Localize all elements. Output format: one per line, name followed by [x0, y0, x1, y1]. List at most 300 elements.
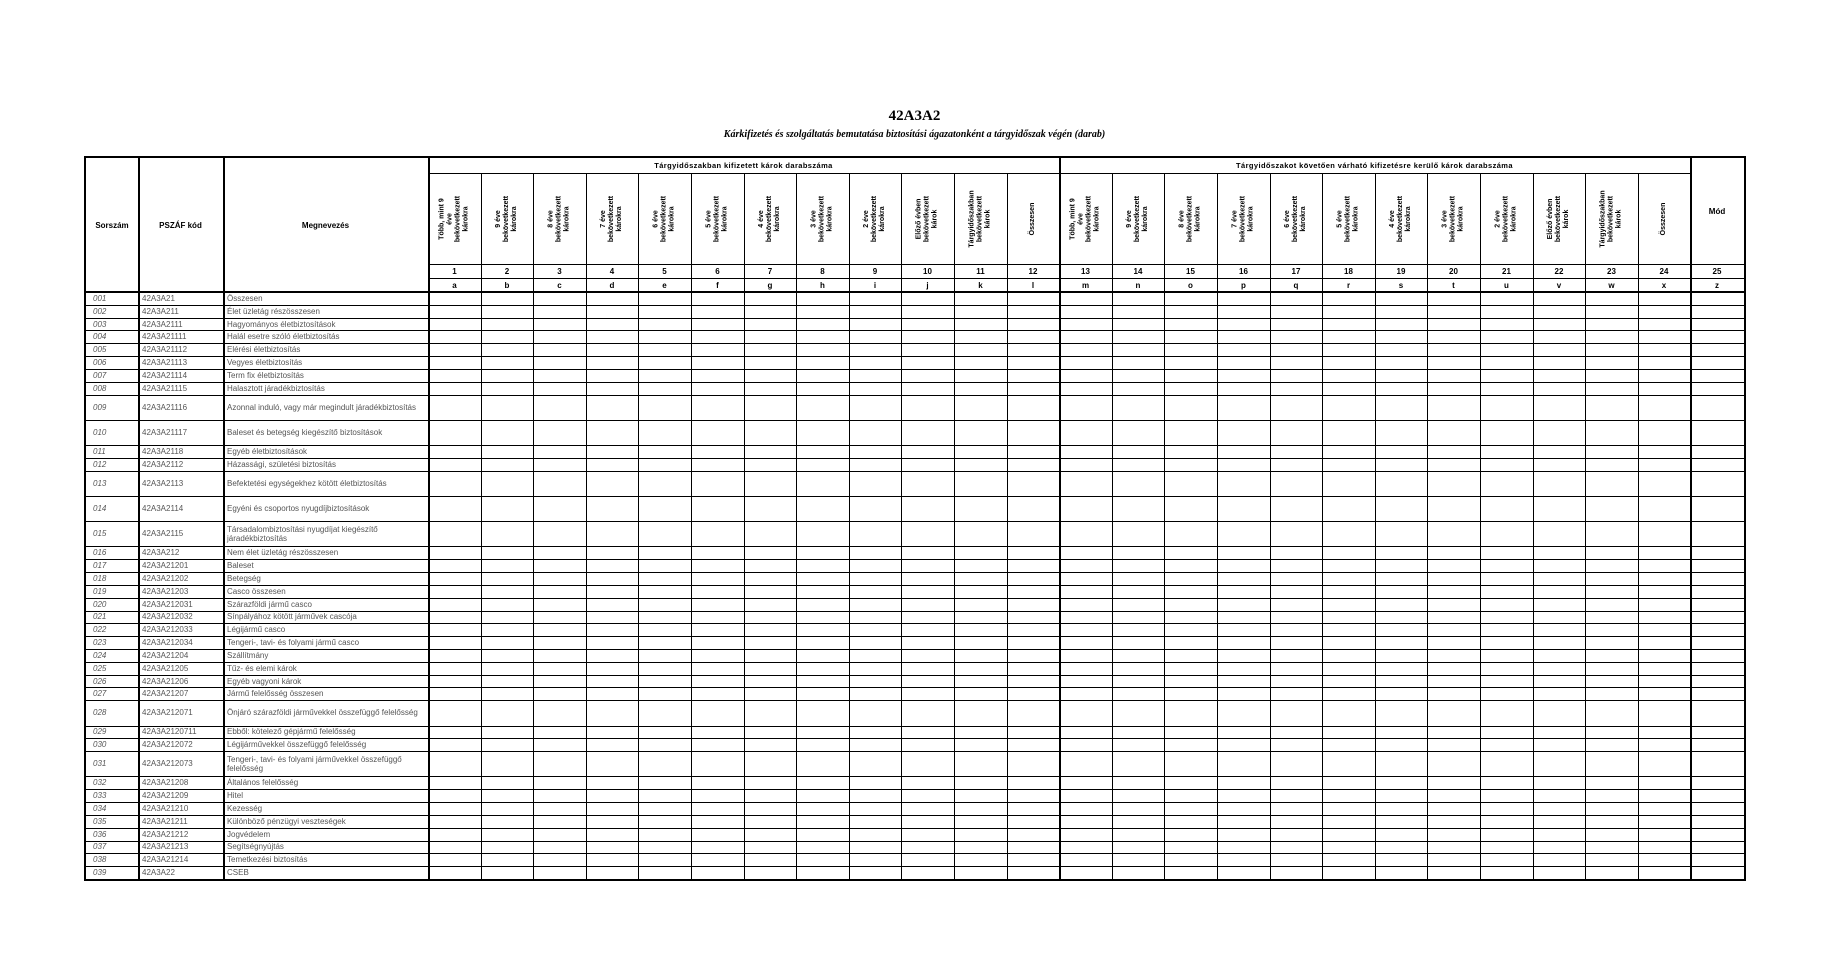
data-cell[interactable] [1008, 637, 1059, 649]
data-cell[interactable] [1481, 842, 1533, 854]
data-cell[interactable] [692, 624, 744, 636]
data-cell[interactable] [1113, 586, 1164, 598]
data-cell[interactable] [955, 701, 1007, 725]
data-cell[interactable] [1586, 421, 1638, 445]
data-cell[interactable] [639, 842, 691, 854]
data-cell[interactable] [1060, 612, 1112, 624]
data-cell[interactable] [1376, 547, 1427, 559]
data-cell[interactable] [429, 370, 481, 382]
data-cell[interactable] [1534, 370, 1585, 382]
data-cell[interactable] [639, 357, 691, 369]
data-cell[interactable] [1691, 522, 1744, 546]
data-cell[interactable] [534, 727, 586, 739]
data-cell[interactable] [482, 370, 533, 382]
data-cell[interactable] [850, 867, 901, 879]
data-cell[interactable] [482, 306, 533, 318]
data-cell[interactable] [1113, 306, 1164, 318]
data-cell[interactable] [534, 612, 586, 624]
data-cell[interactable] [1060, 650, 1112, 662]
data-cell[interactable] [797, 829, 849, 841]
data-cell[interactable] [1481, 344, 1533, 356]
data-cell[interactable] [1008, 676, 1059, 688]
data-cell[interactable] [692, 357, 744, 369]
data-cell[interactable] [902, 306, 954, 318]
data-cell[interactable] [1323, 701, 1375, 725]
data-cell[interactable] [1534, 612, 1585, 624]
data-cell[interactable] [1113, 701, 1164, 725]
data-cell[interactable] [639, 331, 691, 343]
data-cell[interactable] [1271, 739, 1322, 751]
data-cell[interactable] [745, 777, 796, 789]
data-cell[interactable] [902, 344, 954, 356]
data-cell[interactable] [1165, 547, 1217, 559]
data-cell[interactable] [1481, 663, 1533, 675]
data-cell[interactable] [587, 573, 638, 585]
data-cell[interactable] [850, 370, 901, 382]
data-cell[interactable] [850, 676, 901, 688]
data-cell[interactable] [429, 842, 481, 854]
data-cell[interactable] [482, 547, 533, 559]
data-cell[interactable] [482, 396, 533, 420]
data-cell[interactable] [1165, 599, 1217, 611]
data-cell[interactable] [1165, 396, 1217, 420]
data-cell[interactable] [902, 816, 954, 828]
data-cell[interactable] [1165, 663, 1217, 675]
data-cell[interactable] [1691, 790, 1744, 802]
data-cell[interactable] [429, 522, 481, 546]
data-cell[interactable] [692, 599, 744, 611]
data-cell[interactable] [1165, 357, 1217, 369]
data-cell[interactable] [1534, 688, 1585, 700]
data-cell[interactable] [534, 472, 586, 496]
data-cell[interactable] [1534, 547, 1585, 559]
data-cell[interactable] [692, 293, 744, 305]
data-cell[interactable] [797, 497, 849, 521]
data-cell[interactable] [692, 586, 744, 598]
data-cell[interactable] [1376, 803, 1427, 815]
data-cell[interactable] [1428, 867, 1480, 879]
data-cell[interactable] [797, 459, 849, 471]
data-cell[interactable] [955, 803, 1007, 815]
data-cell[interactable] [1586, 586, 1638, 598]
data-cell[interactable] [1586, 829, 1638, 841]
data-cell[interactable] [1481, 357, 1533, 369]
data-cell[interactable] [639, 306, 691, 318]
data-cell[interactable] [1060, 446, 1112, 458]
data-cell[interactable] [429, 727, 481, 739]
data-cell[interactable] [745, 331, 796, 343]
data-cell[interactable] [850, 446, 901, 458]
data-cell[interactable] [797, 701, 849, 725]
data-cell[interactable] [955, 344, 1007, 356]
data-cell[interactable] [902, 676, 954, 688]
data-cell[interactable] [797, 560, 849, 572]
data-cell[interactable] [482, 293, 533, 305]
data-cell[interactable] [1060, 293, 1112, 305]
data-cell[interactable] [1113, 777, 1164, 789]
data-cell[interactable] [1691, 446, 1744, 458]
data-cell[interactable] [1534, 319, 1585, 331]
data-cell[interactable] [1481, 497, 1533, 521]
data-cell[interactable] [692, 676, 744, 688]
data-cell[interactable] [1481, 306, 1533, 318]
data-cell[interactable] [429, 421, 481, 445]
data-cell[interactable] [797, 522, 849, 546]
data-cell[interactable] [1691, 752, 1744, 776]
data-cell[interactable] [482, 688, 533, 700]
data-cell[interactable] [1218, 357, 1270, 369]
data-cell[interactable] [692, 854, 744, 866]
data-cell[interactable] [534, 829, 586, 841]
data-cell[interactable] [1218, 688, 1270, 700]
data-cell[interactable] [902, 842, 954, 854]
data-cell[interactable] [745, 497, 796, 521]
data-cell[interactable] [1376, 650, 1427, 662]
data-cell[interactable] [1218, 560, 1270, 572]
data-cell[interactable] [429, 547, 481, 559]
data-cell[interactable] [1534, 867, 1585, 879]
data-cell[interactable] [1165, 637, 1217, 649]
data-cell[interactable] [1586, 459, 1638, 471]
data-cell[interactable] [534, 701, 586, 725]
data-cell[interactable] [1060, 383, 1112, 395]
data-cell[interactable] [692, 816, 744, 828]
data-cell[interactable] [1008, 344, 1059, 356]
data-cell[interactable] [482, 752, 533, 776]
data-cell[interactable] [1218, 344, 1270, 356]
data-cell[interactable] [1165, 790, 1217, 802]
data-cell[interactable] [1691, 842, 1744, 854]
data-cell[interactable] [1691, 293, 1744, 305]
data-cell[interactable] [1113, 293, 1164, 305]
data-cell[interactable] [639, 752, 691, 776]
data-cell[interactable] [1639, 472, 1690, 496]
data-cell[interactable] [1165, 586, 1217, 598]
data-cell[interactable] [482, 612, 533, 624]
data-cell[interactable] [902, 472, 954, 496]
data-cell[interactable] [1323, 459, 1375, 471]
data-cell[interactable] [955, 560, 1007, 572]
data-cell[interactable] [1271, 599, 1322, 611]
data-cell[interactable] [482, 357, 533, 369]
data-cell[interactable] [1008, 867, 1059, 879]
data-cell[interactable] [850, 497, 901, 521]
data-cell[interactable] [1586, 522, 1638, 546]
data-cell[interactable] [1639, 599, 1690, 611]
data-cell[interactable] [1060, 854, 1112, 866]
data-cell[interactable] [692, 370, 744, 382]
data-cell[interactable] [1113, 663, 1164, 675]
data-cell[interactable] [1060, 344, 1112, 356]
data-cell[interactable] [1376, 573, 1427, 585]
data-cell[interactable] [1376, 624, 1427, 636]
data-cell[interactable] [1323, 522, 1375, 546]
data-cell[interactable] [745, 586, 796, 598]
data-cell[interactable] [429, 688, 481, 700]
data-cell[interactable] [1060, 370, 1112, 382]
data-cell[interactable] [534, 421, 586, 445]
data-cell[interactable] [745, 803, 796, 815]
data-cell[interactable] [1218, 586, 1270, 598]
data-cell[interactable] [1165, 560, 1217, 572]
data-cell[interactable] [1691, 637, 1744, 649]
data-cell[interactable] [1376, 816, 1427, 828]
data-cell[interactable] [1323, 727, 1375, 739]
data-cell[interactable] [692, 573, 744, 585]
data-cell[interactable] [1271, 421, 1322, 445]
data-cell[interactable] [1008, 306, 1059, 318]
data-cell[interactable] [1586, 854, 1638, 866]
data-cell[interactable] [639, 739, 691, 751]
data-cell[interactable] [429, 560, 481, 572]
data-cell[interactable] [1586, 293, 1638, 305]
data-cell[interactable] [1165, 370, 1217, 382]
data-cell[interactable] [1113, 803, 1164, 815]
data-cell[interactable] [429, 383, 481, 395]
data-cell[interactable] [797, 842, 849, 854]
data-cell[interactable] [1165, 854, 1217, 866]
data-cell[interactable] [1586, 560, 1638, 572]
data-cell[interactable] [482, 663, 533, 675]
data-cell[interactable] [745, 547, 796, 559]
data-cell[interactable] [745, 293, 796, 305]
data-cell[interactable] [1481, 803, 1533, 815]
data-cell[interactable] [745, 560, 796, 572]
data-cell[interactable] [1113, 497, 1164, 521]
data-cell[interactable] [1691, 383, 1744, 395]
data-cell[interactable] [1271, 319, 1322, 331]
data-cell[interactable] [1218, 497, 1270, 521]
data-cell[interactable] [1639, 293, 1690, 305]
data-cell[interactable] [1481, 752, 1533, 776]
data-cell[interactable] [1271, 701, 1322, 725]
data-cell[interactable] [1008, 688, 1059, 700]
data-cell[interactable] [1534, 701, 1585, 725]
data-cell[interactable] [1376, 344, 1427, 356]
data-cell[interactable] [745, 370, 796, 382]
data-cell[interactable] [1586, 599, 1638, 611]
data-cell[interactable] [482, 497, 533, 521]
data-cell[interactable] [587, 612, 638, 624]
data-cell[interactable] [1586, 331, 1638, 343]
data-cell[interactable] [1060, 867, 1112, 879]
data-cell[interactable] [1008, 472, 1059, 496]
data-cell[interactable] [1060, 319, 1112, 331]
data-cell[interactable] [1534, 752, 1585, 776]
data-cell[interactable] [1008, 854, 1059, 866]
data-cell[interactable] [1060, 586, 1112, 598]
data-cell[interactable] [745, 472, 796, 496]
data-cell[interactable] [1113, 319, 1164, 331]
data-cell[interactable] [1534, 306, 1585, 318]
data-cell[interactable] [1691, 829, 1744, 841]
data-cell[interactable] [745, 739, 796, 751]
data-cell[interactable] [1428, 497, 1480, 521]
data-cell[interactable] [797, 612, 849, 624]
data-cell[interactable] [534, 854, 586, 866]
data-cell[interactable] [1376, 396, 1427, 420]
data-cell[interactable] [1113, 790, 1164, 802]
data-cell[interactable] [797, 816, 849, 828]
data-cell[interactable] [850, 854, 901, 866]
data-cell[interactable] [1113, 383, 1164, 395]
data-cell[interactable] [1534, 842, 1585, 854]
data-cell[interactable] [639, 803, 691, 815]
data-cell[interactable] [1586, 357, 1638, 369]
data-cell[interactable] [1271, 663, 1322, 675]
data-cell[interactable] [692, 383, 744, 395]
data-cell[interactable] [482, 637, 533, 649]
data-cell[interactable] [1271, 829, 1322, 841]
data-cell[interactable] [639, 650, 691, 662]
data-cell[interactable] [1008, 522, 1059, 546]
data-cell[interactable] [850, 586, 901, 598]
data-cell[interactable] [1376, 663, 1427, 675]
data-cell[interactable] [1586, 777, 1638, 789]
data-cell[interactable] [1008, 497, 1059, 521]
data-cell[interactable] [1639, 421, 1690, 445]
data-cell[interactable] [1008, 573, 1059, 585]
data-cell[interactable] [1639, 727, 1690, 739]
data-cell[interactable] [1481, 459, 1533, 471]
data-cell[interactable] [587, 739, 638, 751]
data-cell[interactable] [1008, 739, 1059, 751]
data-cell[interactable] [1376, 421, 1427, 445]
data-cell[interactable] [1218, 854, 1270, 866]
data-cell[interactable] [745, 650, 796, 662]
data-cell[interactable] [1586, 637, 1638, 649]
data-cell[interactable] [639, 522, 691, 546]
data-cell[interactable] [1691, 472, 1744, 496]
data-cell[interactable] [902, 573, 954, 585]
data-cell[interactable] [1323, 497, 1375, 521]
data-cell[interactable] [1060, 497, 1112, 521]
data-cell[interactable] [1376, 560, 1427, 572]
data-cell[interactable] [1481, 319, 1533, 331]
data-cell[interactable] [429, 472, 481, 496]
data-cell[interactable] [1534, 331, 1585, 343]
data-cell[interactable] [1323, 816, 1375, 828]
data-cell[interactable] [1428, 816, 1480, 828]
data-cell[interactable] [482, 650, 533, 662]
data-cell[interactable] [1113, 829, 1164, 841]
data-cell[interactable] [1008, 816, 1059, 828]
data-cell[interactable] [1428, 739, 1480, 751]
data-cell[interactable] [1586, 319, 1638, 331]
data-cell[interactable] [902, 612, 954, 624]
data-cell[interactable] [1534, 383, 1585, 395]
data-cell[interactable] [1639, 842, 1690, 854]
data-cell[interactable] [587, 842, 638, 854]
data-cell[interactable] [1113, 688, 1164, 700]
data-cell[interactable] [1586, 472, 1638, 496]
data-cell[interactable] [1008, 331, 1059, 343]
data-cell[interactable] [1008, 599, 1059, 611]
data-cell[interactable] [745, 344, 796, 356]
data-cell[interactable] [482, 816, 533, 828]
data-cell[interactable] [955, 472, 1007, 496]
data-cell[interactable] [534, 344, 586, 356]
data-cell[interactable] [587, 790, 638, 802]
data-cell[interactable] [534, 459, 586, 471]
data-cell[interactable] [1691, 497, 1744, 521]
data-cell[interactable] [955, 624, 1007, 636]
data-cell[interactable] [1481, 293, 1533, 305]
data-cell[interactable] [482, 599, 533, 611]
data-cell[interactable] [1113, 459, 1164, 471]
data-cell[interactable] [1323, 357, 1375, 369]
data-cell[interactable] [1376, 842, 1427, 854]
data-cell[interactable] [1586, 816, 1638, 828]
data-cell[interactable] [1691, 319, 1744, 331]
data-cell[interactable] [955, 396, 1007, 420]
data-cell[interactable] [850, 752, 901, 776]
data-cell[interactable] [1586, 676, 1638, 688]
data-cell[interactable] [1218, 319, 1270, 331]
data-cell[interactable] [1481, 586, 1533, 598]
data-cell[interactable] [1639, 777, 1690, 789]
data-cell[interactable] [1691, 357, 1744, 369]
data-cell[interactable] [1428, 752, 1480, 776]
data-cell[interactable] [1376, 383, 1427, 395]
data-cell[interactable] [534, 842, 586, 854]
data-cell[interactable] [1691, 777, 1744, 789]
data-cell[interactable] [955, 293, 1007, 305]
data-cell[interactable] [692, 650, 744, 662]
data-cell[interactable] [1376, 293, 1427, 305]
data-cell[interactable] [1428, 624, 1480, 636]
data-cell[interactable] [534, 688, 586, 700]
data-cell[interactable] [692, 344, 744, 356]
data-cell[interactable] [1165, 344, 1217, 356]
data-cell[interactable] [429, 446, 481, 458]
data-cell[interactable] [482, 727, 533, 739]
data-cell[interactable] [902, 357, 954, 369]
data-cell[interactable] [1376, 612, 1427, 624]
data-cell[interactable] [1271, 842, 1322, 854]
data-cell[interactable] [745, 599, 796, 611]
data-cell[interactable] [587, 446, 638, 458]
data-cell[interactable] [1165, 867, 1217, 879]
data-cell[interactable] [534, 319, 586, 331]
data-cell[interactable] [745, 676, 796, 688]
data-cell[interactable] [1534, 816, 1585, 828]
data-cell[interactable] [850, 816, 901, 828]
data-cell[interactable] [1008, 560, 1059, 572]
data-cell[interactable] [482, 854, 533, 866]
data-cell[interactable] [902, 421, 954, 445]
data-cell[interactable] [429, 331, 481, 343]
data-cell[interactable] [1271, 396, 1322, 420]
data-cell[interactable] [745, 688, 796, 700]
data-cell[interactable] [1113, 331, 1164, 343]
data-cell[interactable] [1428, 637, 1480, 649]
data-cell[interactable] [1165, 612, 1217, 624]
data-cell[interactable] [1113, 624, 1164, 636]
data-cell[interactable] [1428, 293, 1480, 305]
data-cell[interactable] [429, 344, 481, 356]
data-cell[interactable] [1113, 472, 1164, 496]
data-cell[interactable] [429, 586, 481, 598]
data-cell[interactable] [797, 331, 849, 343]
data-cell[interactable] [955, 867, 1007, 879]
data-cell[interactable] [1113, 547, 1164, 559]
data-cell[interactable] [902, 331, 954, 343]
data-cell[interactable] [1060, 663, 1112, 675]
data-cell[interactable] [1271, 370, 1322, 382]
data-cell[interactable] [797, 676, 849, 688]
data-cell[interactable] [745, 421, 796, 445]
